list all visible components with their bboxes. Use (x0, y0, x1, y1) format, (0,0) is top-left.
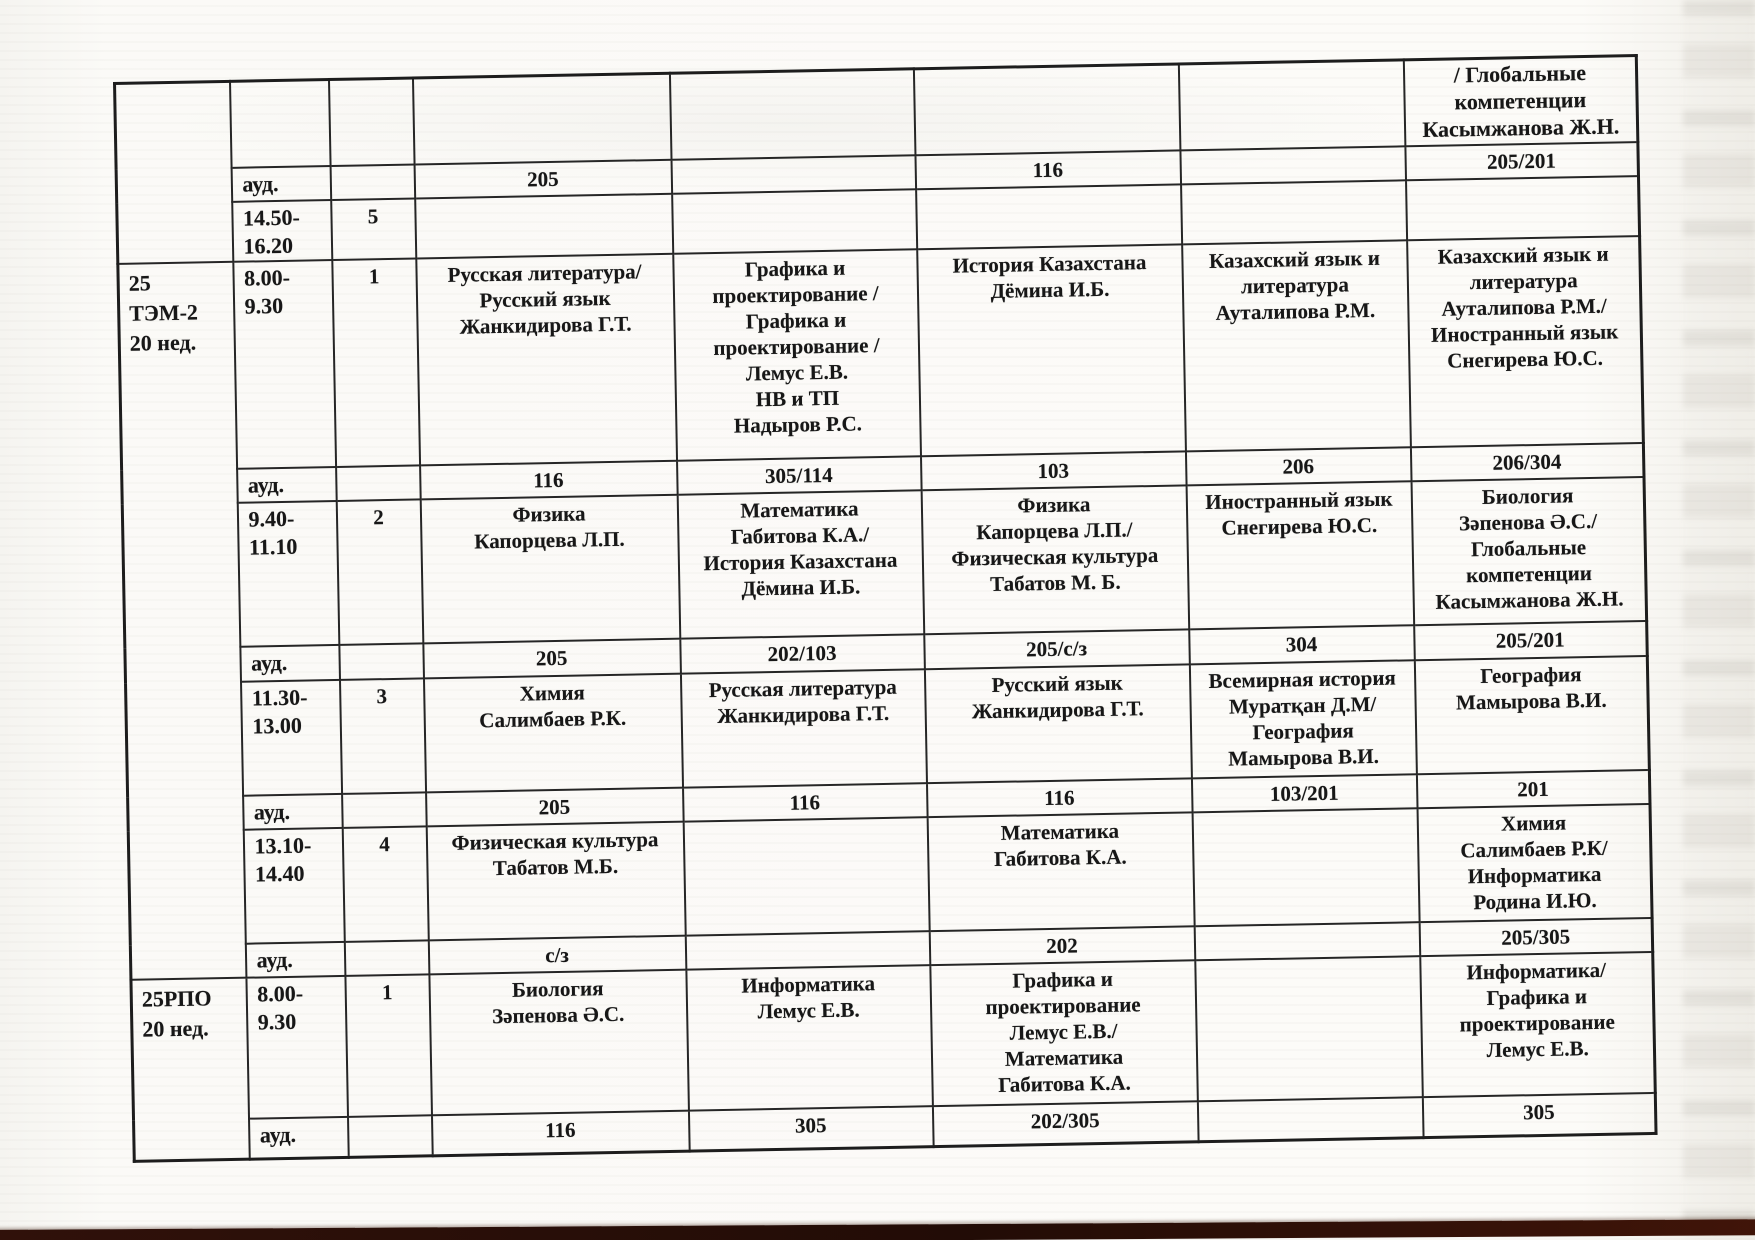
lesson-num-cell: 3 (339, 678, 425, 794)
aud-value-cell: 116 (420, 460, 678, 499)
aud-value-cell (1180, 146, 1406, 184)
time-cell: 8.00- 9.30 (246, 975, 348, 1118)
lesson-cell: Химия Салимбаев Р.К. (423, 673, 682, 792)
lesson-cell: Всемирная история Муратқан Д.М/ География Мамырова В.И. (1189, 660, 1416, 778)
num-cell-empty (347, 1115, 432, 1158)
time-cell: 14.50- 16.20 (232, 200, 332, 262)
aud-value-cell: 202 (929, 926, 1195, 965)
lesson-cell: Математика Габитова К.А./ История Казахстана Дёмина И.Б. (677, 490, 924, 638)
aud-label-cell: ауд. (243, 793, 343, 829)
lesson-num-cell: 4 (342, 826, 428, 942)
lesson-cell: Физическая культура Табатов М.Б. (426, 821, 685, 940)
lesson-cell (669, 69, 915, 159)
aud-value-cell: 116 (926, 778, 1192, 817)
lesson-cell: Информатика Лемус Е.В. (686, 965, 933, 1110)
lesson-cell: География Мамырова В.И. (1414, 655, 1649, 773)
lesson-cell: Казахский язык и литература Ауталипова Р.М./ Иностранный язык Снегирева Ю.С. (1407, 236, 1644, 447)
aud-label-cell: ауд. (245, 941, 345, 977)
lesson-cell: Иностранный язык Снегирева Ю.С. (1186, 481, 1414, 629)
aud-value-cell: 201 (1416, 769, 1650, 807)
lesson-cell: Казахский язык и литература Ауталипова Р.М. (1182, 240, 1411, 451)
aud-value-cell: 116 (915, 150, 1181, 189)
lesson-cell (1178, 60, 1405, 150)
scanner-shadow-bar (0, 1219, 1755, 1240)
aud-value-cell: 206/304 (1410, 443, 1644, 481)
time-cell: 11.30- 13.00 (241, 679, 342, 795)
time-cell: 13.10- 14.40 (243, 827, 344, 943)
schedule-sheet (113, 54, 1658, 1163)
lesson-cell (1406, 176, 1640, 240)
schedule-table (113, 54, 1658, 1163)
lesson-cell: Физика Капорцева Л.П./ Физическая культура Табатов М. Б. (921, 485, 1189, 634)
num-cell-empty (344, 940, 429, 976)
lesson-cell: Русская литература Жанкидирова Г.Т. (680, 669, 926, 787)
aud-value-cell: 116 (431, 1110, 689, 1156)
lesson-cell: Биология Зәпенова Ә.С./ Глобальные компетенции Касымжанова Ж.Н. (1411, 477, 1647, 625)
lesson-cell (1195, 956, 1423, 1101)
aud-value-cell: 205 (426, 787, 684, 826)
scan-edge-noise (1683, 0, 1755, 1240)
lesson-cell: Химия Салимбаев Р.К/ Информатика Родина И.Ю. (1417, 803, 1652, 921)
aud-value-cell: 205/201 (1414, 620, 1648, 659)
period-row (118, 236, 1644, 471)
aud-value-cell: 205 (423, 638, 681, 678)
aud-value-cell: 205 (414, 159, 672, 198)
aud-value-cell (1194, 922, 1420, 960)
aud-value-cell: 205/305 (1419, 917, 1653, 955)
group-cell-empty (115, 81, 233, 263)
period-row (131, 951, 1655, 1120)
lesson-cell: Графика и проектирование / Графика и проектирование / Лемус Е.В. НВ и ТП Надыров Р.С. (673, 249, 921, 460)
num-cell-empty (339, 643, 424, 680)
lesson-cell: Информатика/ Графика и проектирование Лемус Е.В. (1420, 951, 1656, 1096)
aud-value-cell: 103 (920, 451, 1186, 490)
lesson-cell (412, 73, 671, 164)
lesson-num-cell: 1 (345, 974, 432, 1117)
lesson-cell: Графика и проектирование Лемус Е.В./ Математика Габитова К.А. (930, 960, 1198, 1106)
lesson-cell: / Глобальные компетенции Касымжанова Ж.Н. (1403, 56, 1638, 146)
aud-value-cell: 205/с/з (924, 629, 1190, 669)
lesson-cell: Математика Габитова К.А. (927, 812, 1194, 931)
num-cell-empty (330, 164, 415, 200)
aud-value-cell: 305/114 (677, 456, 922, 494)
group-cell-rpo: 25РПО 20 нед. (131, 977, 249, 1161)
time-cell: 8.00- 9.30 (233, 260, 336, 469)
num-cell-empty (328, 78, 414, 166)
lesson-cell: Русский язык Жанкидирова Г.Т. (924, 664, 1191, 783)
lesson-cell (913, 64, 1180, 155)
period-row (122, 477, 1646, 649)
aud-label-cell: ауд. (240, 644, 340, 681)
time-cell: 9.40- 11.10 (237, 500, 339, 646)
aud-value-cell (1197, 1097, 1423, 1142)
aud-value-cell: 202/305 (932, 1101, 1198, 1147)
lesson-cell: История Казахстана Дёмина И.Б. (917, 244, 1186, 456)
aud-value-cell: с/з (428, 935, 686, 974)
lesson-cell: Биология Зәпенова Ә.С. (429, 969, 689, 1115)
aud-value-cell: 305 (1422, 1092, 1656, 1137)
num-cell-empty (336, 465, 421, 501)
aud-value-cell: 304 (1189, 625, 1415, 664)
lesson-num-cell: 5 (331, 198, 416, 260)
lesson-cell (916, 184, 1182, 249)
lesson-cell (672, 189, 917, 253)
aud-value-cell (671, 155, 916, 193)
lesson-cell (683, 817, 929, 935)
aud-value-cell: 305 (688, 1106, 933, 1151)
aud-value-cell (685, 931, 930, 969)
lesson-cell (1192, 808, 1419, 926)
aud-value-cell: 202/103 (680, 634, 925, 673)
lesson-cell (415, 193, 673, 258)
aud-value-cell: 116 (683, 783, 928, 821)
lesson-cell (1181, 180, 1407, 244)
aud-label-cell: ауд. (231, 166, 331, 202)
lesson-num-cell: 1 (332, 258, 420, 467)
group-cell-tem2: 25 ТЭМ-2 20 нед. (118, 261, 246, 979)
lesson-cell: Русская литература/ Русский язык Жанкидирова Г.Т. (416, 253, 677, 465)
aud-value-cell: 206 (1185, 447, 1411, 485)
aud-value-cell: 205/201 (1405, 142, 1639, 180)
time-cell-empty (230, 80, 331, 168)
aud-label-cell: ауд. (237, 466, 337, 502)
lesson-cell: Физика Капорцева Л.П. (420, 494, 680, 643)
aud-label-cell: ауд. (249, 1116, 349, 1159)
num-cell-empty (342, 792, 427, 828)
lesson-num-cell: 2 (336, 499, 423, 645)
aud-value-cell: 103/201 (1191, 774, 1417, 812)
